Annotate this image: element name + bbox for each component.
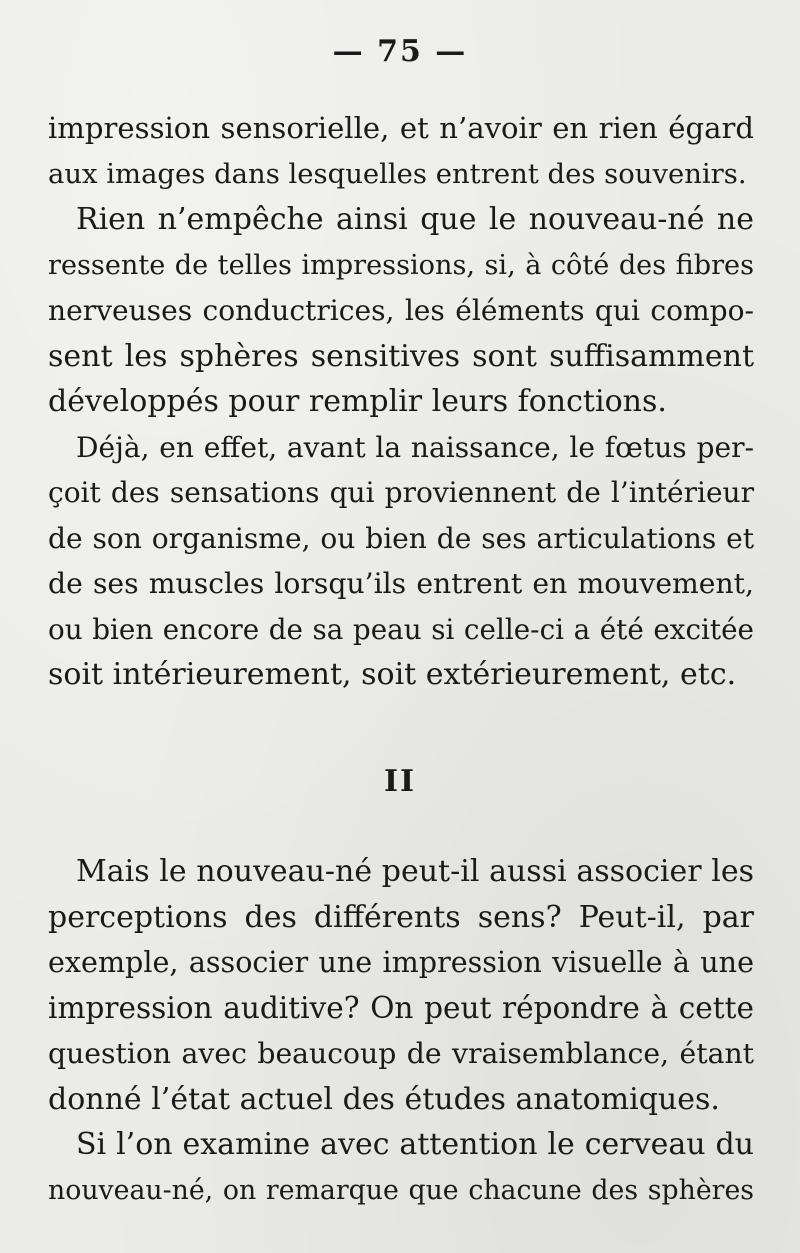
text-line: soit intérieurement, soit extérieurement, etc.	[48, 657, 737, 692]
page-number: — 75 —	[332, 34, 468, 69]
text-line: exemple, associer une impression visuelle à une	[48, 945, 754, 979]
text-line: question avec beaucoup de vraisemblance, étant	[48, 1037, 754, 1070]
text-line: Mais le nouveau-né peut-il aussi associer les	[76, 854, 754, 889]
text-line: Déjà, en effet, avant la naissance, le fœtus per-	[76, 430, 754, 464]
text-line: çoit des sensations qui proviennent de l’intérieur	[48, 476, 754, 509]
text-line: de son organisme, ou bien de ses articulations et	[48, 521, 754, 555]
text-line: aux images dans lesquelles entrent des souvenirs.	[48, 158, 747, 190]
text-line: Rien n’empêche ainsi que le nouveau-né ne	[76, 202, 754, 237]
text-line: nouveau-né, on remarque que chacune des sphères	[48, 1174, 754, 1206]
text-line: nerveuses conductrices, les éléments qui compo-	[48, 294, 754, 327]
text-line: perceptions des différents sens? Peut-il, par	[48, 899, 754, 935]
text-line: Si l’on examine avec attention le cerveau du	[76, 1127, 754, 1162]
text-line: impression sensorielle, et n’avoir en rien égard	[48, 111, 754, 145]
text-line: ou bien encore de sa peau si celle-ci a été excitée	[48, 612, 754, 646]
text-line: donné l’état actuel des études anatomiques.	[48, 1081, 720, 1117]
text-line: sent les sphères sensitives sont suffisamment	[48, 338, 754, 374]
text-block-lower	[48, 849, 754, 1213]
section-heading: II	[383, 764, 417, 799]
text-line: impression auditive? On peut répondre à cette	[48, 990, 754, 1025]
text-block-upper	[48, 106, 754, 698]
text-line: de ses muscles lorsqu’ils entrent en mouvement,	[48, 567, 754, 600]
text-line: ressente de telles impressions, si, à côté des fibres	[48, 249, 754, 281]
text-line: développés pour remplir leurs fonctions.	[48, 384, 667, 419]
